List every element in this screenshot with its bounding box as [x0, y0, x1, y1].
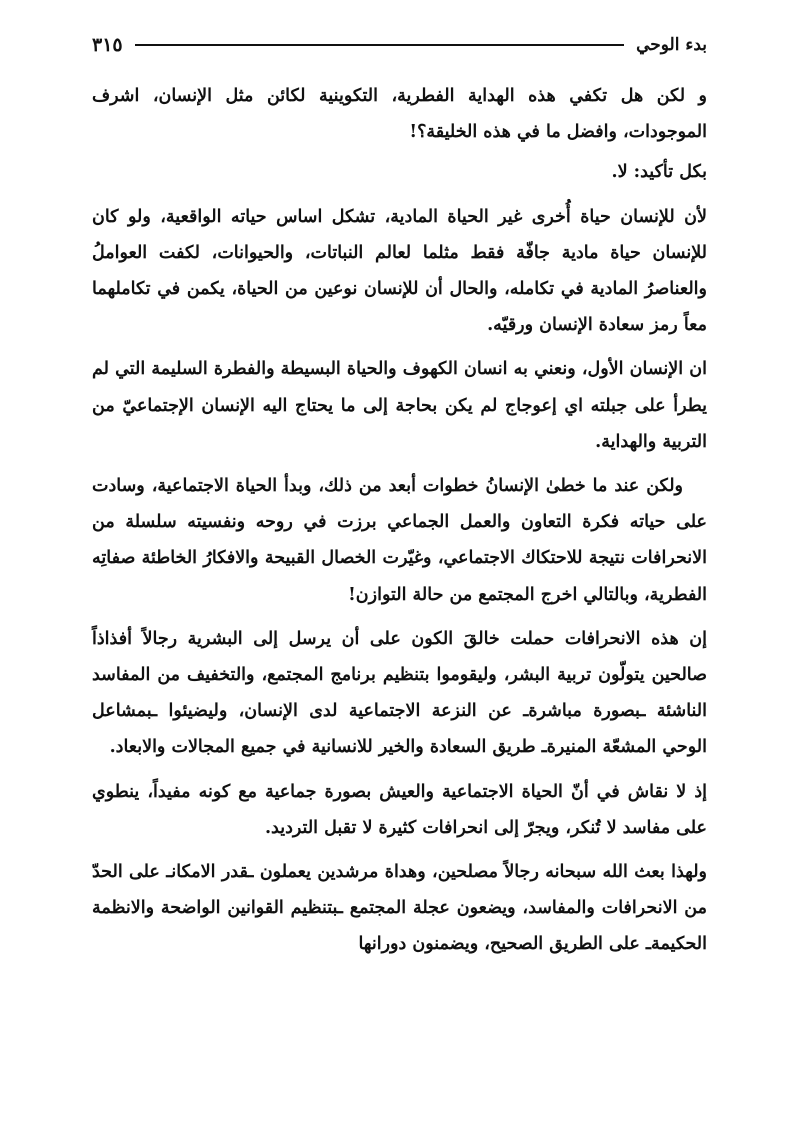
- book-page: [92, 30, 707, 1130]
- paragraph: لأن للإنسان حياة أُخرى غير الحياة المادية، تشكل اساس حياته الواقعية، ولو كان للإنسان حياة مادية جافّة فقط مثلما لعالم النباتات، والحيوانات، لكفت العواملُ والعناصرُ المادية في تكامله، والحال أن للإنسان نوعين من الحياة، يكمن في تكاملهما معاً رمز سعادة الإنسان ورقيّه.: [92, 206, 707, 336]
- page-number: ٣١٥: [92, 34, 123, 56]
- body-text: [92, 78, 707, 963]
- running-title: بدء الوحي: [636, 35, 707, 55]
- paragraph: و لكن هل تكفي هذه الهداية الفطرية، التكوينية لكائن مثل الإنسان، اشرف الموجودات، وافضل ما في هذه الخليقة؟!: [92, 86, 707, 143]
- paragraph: ولهذا بعث الله سبحانه رجالاً مصلحين، وهداة مرشدين يعملون ـقدر الامكانـ على الحدّ من الانحرافات والمفاسد، ويضعون عجلة المجتمع ـبتنظيم القوانين الواضحة والانظمة الحكيمةـ على الطريق الصحيح، ويضمنون دورانها: [92, 862, 707, 955]
- paragraph: ان الإنسان الأول، ونعني به انسان الكهوف والحياة البسيطة والفطرة السليمة التي لم يطرأ على جبلته اي إعوجاج لم يكن بحاجة إلى ما يحتاج اليه الإنسان الإجتماعيّ من التربية والهداية.: [92, 359, 707, 452]
- paragraph: إذ لا نقاش في أنّ الحياة الاجتماعية والعيش بصورة جماعية مع كونه مفيداً، ينطوي على مفاسد لا تُنكر، ويجرّ إلى انحرافات كثيرة لا تقبل الترديد.: [92, 781, 707, 838]
- paragraph: ولكن عند ما خطىٰ الإنسانُ خطوات أبعد من ذلك، وبدأ الحياة الاجتماعية، وسادت على حياته فكرة التعاون والعمل الجماعي برزت في روحه ونفسيته سلسلة من الانحرافات نتيجة للاحتكاك الاجتماعي، وغيّرت الخصال القبيحة والافكارُ الخاطئة صفاتِه الفطرية، وبالتالي اخرج المجتمع من حالة التوازن!: [92, 476, 707, 605]
- paragraph: إن هذه الانحرافات حملت خالقَ الكون على أن يرسل إلى البشرية رجالاً أفذاذاً صالحين يتولّون تربية البشر، وليقوموا بتنظيم برنامج المجتمع، والتخفيف من المفاسد الناشئة ـبصورة مباشرةـ عن النزعة الاجتماعية لدى الإنسان، وليضيئوا ـبمشاعل الوحي المشعّة المنيرةـ طريق السعادة والخير للانسانية في جميع المجالات والابعاد.: [92, 628, 707, 758]
- paragraph: بكل تأكيد: لا.: [611, 162, 707, 183]
- header-rule: [135, 44, 624, 46]
- page-header: [92, 30, 707, 60]
